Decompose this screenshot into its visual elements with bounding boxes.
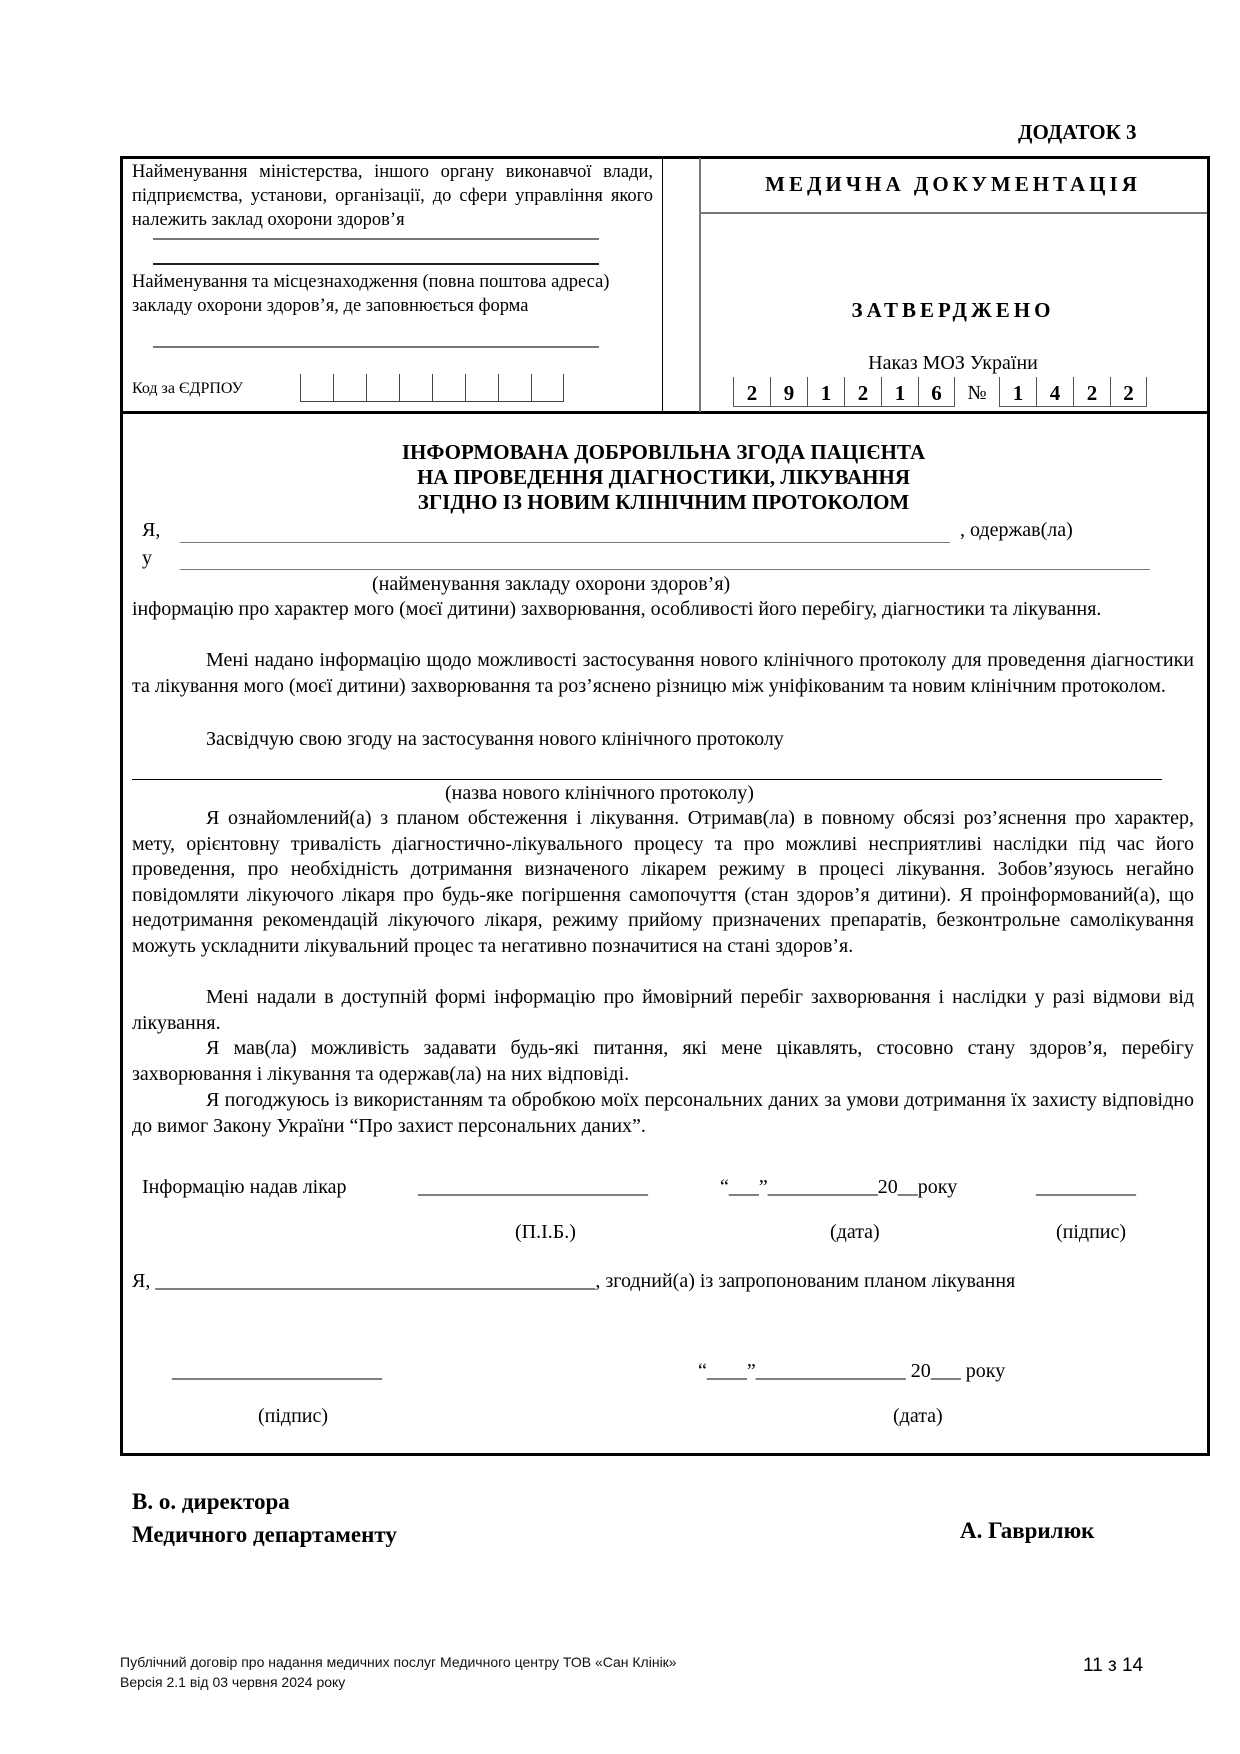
order-date-digit: 9 — [770, 377, 807, 407]
order-date-digit: 2 — [844, 377, 881, 407]
patient-signature-field[interactable]: _____________________ — [172, 1360, 382, 1382]
page-footer — [120, 1652, 677, 1692]
order-number-digit: 2 — [1073, 377, 1110, 407]
institution-field-line[interactable] — [153, 346, 599, 348]
header-divider — [120, 411, 1207, 414]
patient-caption-signature: (підпис) — [258, 1405, 329, 1427]
edrpou-cell[interactable] — [366, 374, 399, 402]
annex-label: ДОДАТОК 3 — [1018, 120, 1137, 144]
order-label: Наказ МОЗ України — [868, 352, 1038, 374]
form-title-line: НА ПРОВЕДЕННЯ ДІАГНОСТИКИ, ЛІКУВАННЯ — [416, 465, 911, 489]
edrpou-cell[interactable] — [333, 374, 366, 402]
patient-caption-date: (дата) — [893, 1405, 943, 1427]
paragraph-questions: Я мав(ла) можливість задавати будь-які питання, які мене цікавлять, стосовно стану здоров’я, перебігу захворювання і лікування та одержав(ла) на них відповіді. — [132, 1037, 1194, 1085]
doctor-label: Інформацію надав лікар — [142, 1176, 347, 1198]
column-divider — [662, 158, 663, 412]
caption-signature: (підпис) — [1056, 1221, 1127, 1243]
order-date-digit: 1 — [881, 377, 918, 407]
protocol-caption: (назва нового клінічного протоколу) — [445, 782, 754, 804]
paragraph-personal-data: Я погоджуюсь із використанням та обробкою моїх персональних даних за умови дотримання їх захисту відповідно до вимог Закону України “Про захист персональних даних”. — [132, 1089, 1194, 1137]
edrpou-cell[interactable] — [531, 374, 564, 402]
paragraph-plan-acknowledgement: Я ознайомлений(а) з планом обстеження і лікування. Отримав(ла) в повному обсязі роз’яснення про характер, мету, орієнтовну тривалість діагностично-лікувального процесу та про можливі несприятливі наслідки під час його проведення, про необхідність дотримання визначеного лікарем режиму в процесі лікування. Зобов’язуюсь негайно повідомляти лікуючого лікаря про будь-яке погіршення самопочуття (стан здоров’я дитини). Я проінформований(а), що недотримання рекомендацій лікуючого лікаря, режиму прийому призначених препаратів, безконтрольне самолікування можуть ускладнити лікувальний процес та негативно позначитися на стані здоров’я. — [132, 807, 1194, 957]
institution-label: Найменування та місцезнаходження (повна поштова адреса) закладу охорони здоров’я, де заповнюється форма — [132, 272, 610, 316]
doctor-date-field[interactable]: “___”___________20__року — [720, 1176, 958, 1198]
edrpou-label: Код за ЄДРПОУ — [132, 380, 243, 397]
caption-date: (дата) — [830, 1221, 880, 1243]
edrpou-cell[interactable] — [432, 374, 465, 402]
footer-version: Версія 2.1 від 03 червня 2024 року — [120, 1674, 346, 1690]
edrpou-cell[interactable] — [465, 374, 498, 402]
director-position — [132, 1485, 397, 1551]
doctor-name-field[interactable]: _______________________ — [418, 1176, 648, 1198]
i-prefix: Я, — [142, 519, 161, 541]
edrpou-cell[interactable] — [399, 374, 432, 402]
form-title-line: ІНФОРМОВАНА ДОБРОВІЛЬНА ЗГОДА ПАЦІЄНТА — [401, 440, 926, 464]
patient-agreement-line[interactable]: Я, ____________________________________________, згодний(а) із запропонованим планом лікування — [132, 1270, 1016, 1292]
number-sign: № — [967, 382, 987, 404]
patient-name-field[interactable] — [180, 542, 950, 543]
paragraph-protocol-info: Мені надано інформацію щодо можливості застосування нового клінічного протоколу для проведення діагностики та лікування мого (моєї дитини) захворювання та роз’яснено різницю між уніфікованим та новим клінічним протоколом. — [132, 649, 1194, 697]
protocol-name-field[interactable] — [132, 779, 1162, 780]
ministry-field-line-1[interactable] — [153, 238, 599, 240]
paragraph-info: інформацію про характер мого (моєї дитини) захворювання, особливості його перебігу, діагностики та лікування. — [132, 598, 1102, 620]
edrpou-code-cells[interactable] — [300, 374, 564, 402]
order-number-digit: 4 — [1036, 377, 1073, 407]
received-suffix: , одержав(ла) — [960, 519, 1073, 541]
edrpou-cell[interactable] — [498, 374, 531, 402]
director-name: А. Гаврилюк — [960, 1518, 1095, 1543]
footer-contract-title: Публічний договір про надання медичних послуг Медичного центру ТОВ «Сан Клінік» — [120, 1654, 677, 1670]
order-date-digit: 2 — [733, 377, 770, 407]
form-title-line: ЗГІДНО ІЗ НОВИМ КЛІНІЧНИМ ПРОТОКОЛОМ — [417, 490, 910, 514]
medical-doc-divider — [699, 212, 1207, 214]
page-number: 11 з 14 — [1083, 1655, 1144, 1676]
doctor-signature-field[interactable]: __________ — [1036, 1176, 1136, 1198]
at-prefix: у — [142, 547, 152, 569]
order-reference — [733, 377, 1147, 407]
institution-name-field[interactable] — [180, 569, 1150, 570]
ministry-label: Найменування міністерства, іншого органу виконавчої влади, підприємства, установи, організації, до сфери управління якого належить заклад охорони здоров’я — [132, 162, 653, 230]
order-date-digit: 6 — [918, 377, 955, 407]
order-number-digit: 1 — [999, 377, 1036, 407]
order-number-digit: 2 — [1110, 377, 1147, 407]
order-date-digit: 1 — [807, 377, 844, 407]
caption-pib: (П.І.Б.) — [515, 1221, 576, 1243]
ministry-field-line-2[interactable] — [153, 263, 599, 265]
director-position-line: Медичного департаменту — [132, 1522, 397, 1547]
medical-doc-title: МЕДИЧНА ДОКУМЕНТАЦІЯ — [765, 172, 1141, 196]
paragraph-consent: Засвідчую свою згоду на застосування нового клінічного протоколу — [206, 728, 784, 750]
approved-label: ЗАТВЕРДЖЕНО — [851, 298, 1055, 322]
paragraph-refusal-info: Мені надали в доступній формі інформацію про ймовірний перебіг захворювання і наслідки у разі відмови від лікування. — [132, 986, 1194, 1034]
institution-caption: (найменування закладу охорони здоров’я) — [372, 573, 731, 595]
form-title — [120, 440, 1207, 515]
patient-date-field[interactable]: “____”_______________ 20___ року — [698, 1360, 1006, 1382]
edrpou-cell[interactable] — [300, 374, 333, 402]
director-position-line: В. о. директора — [132, 1489, 290, 1514]
